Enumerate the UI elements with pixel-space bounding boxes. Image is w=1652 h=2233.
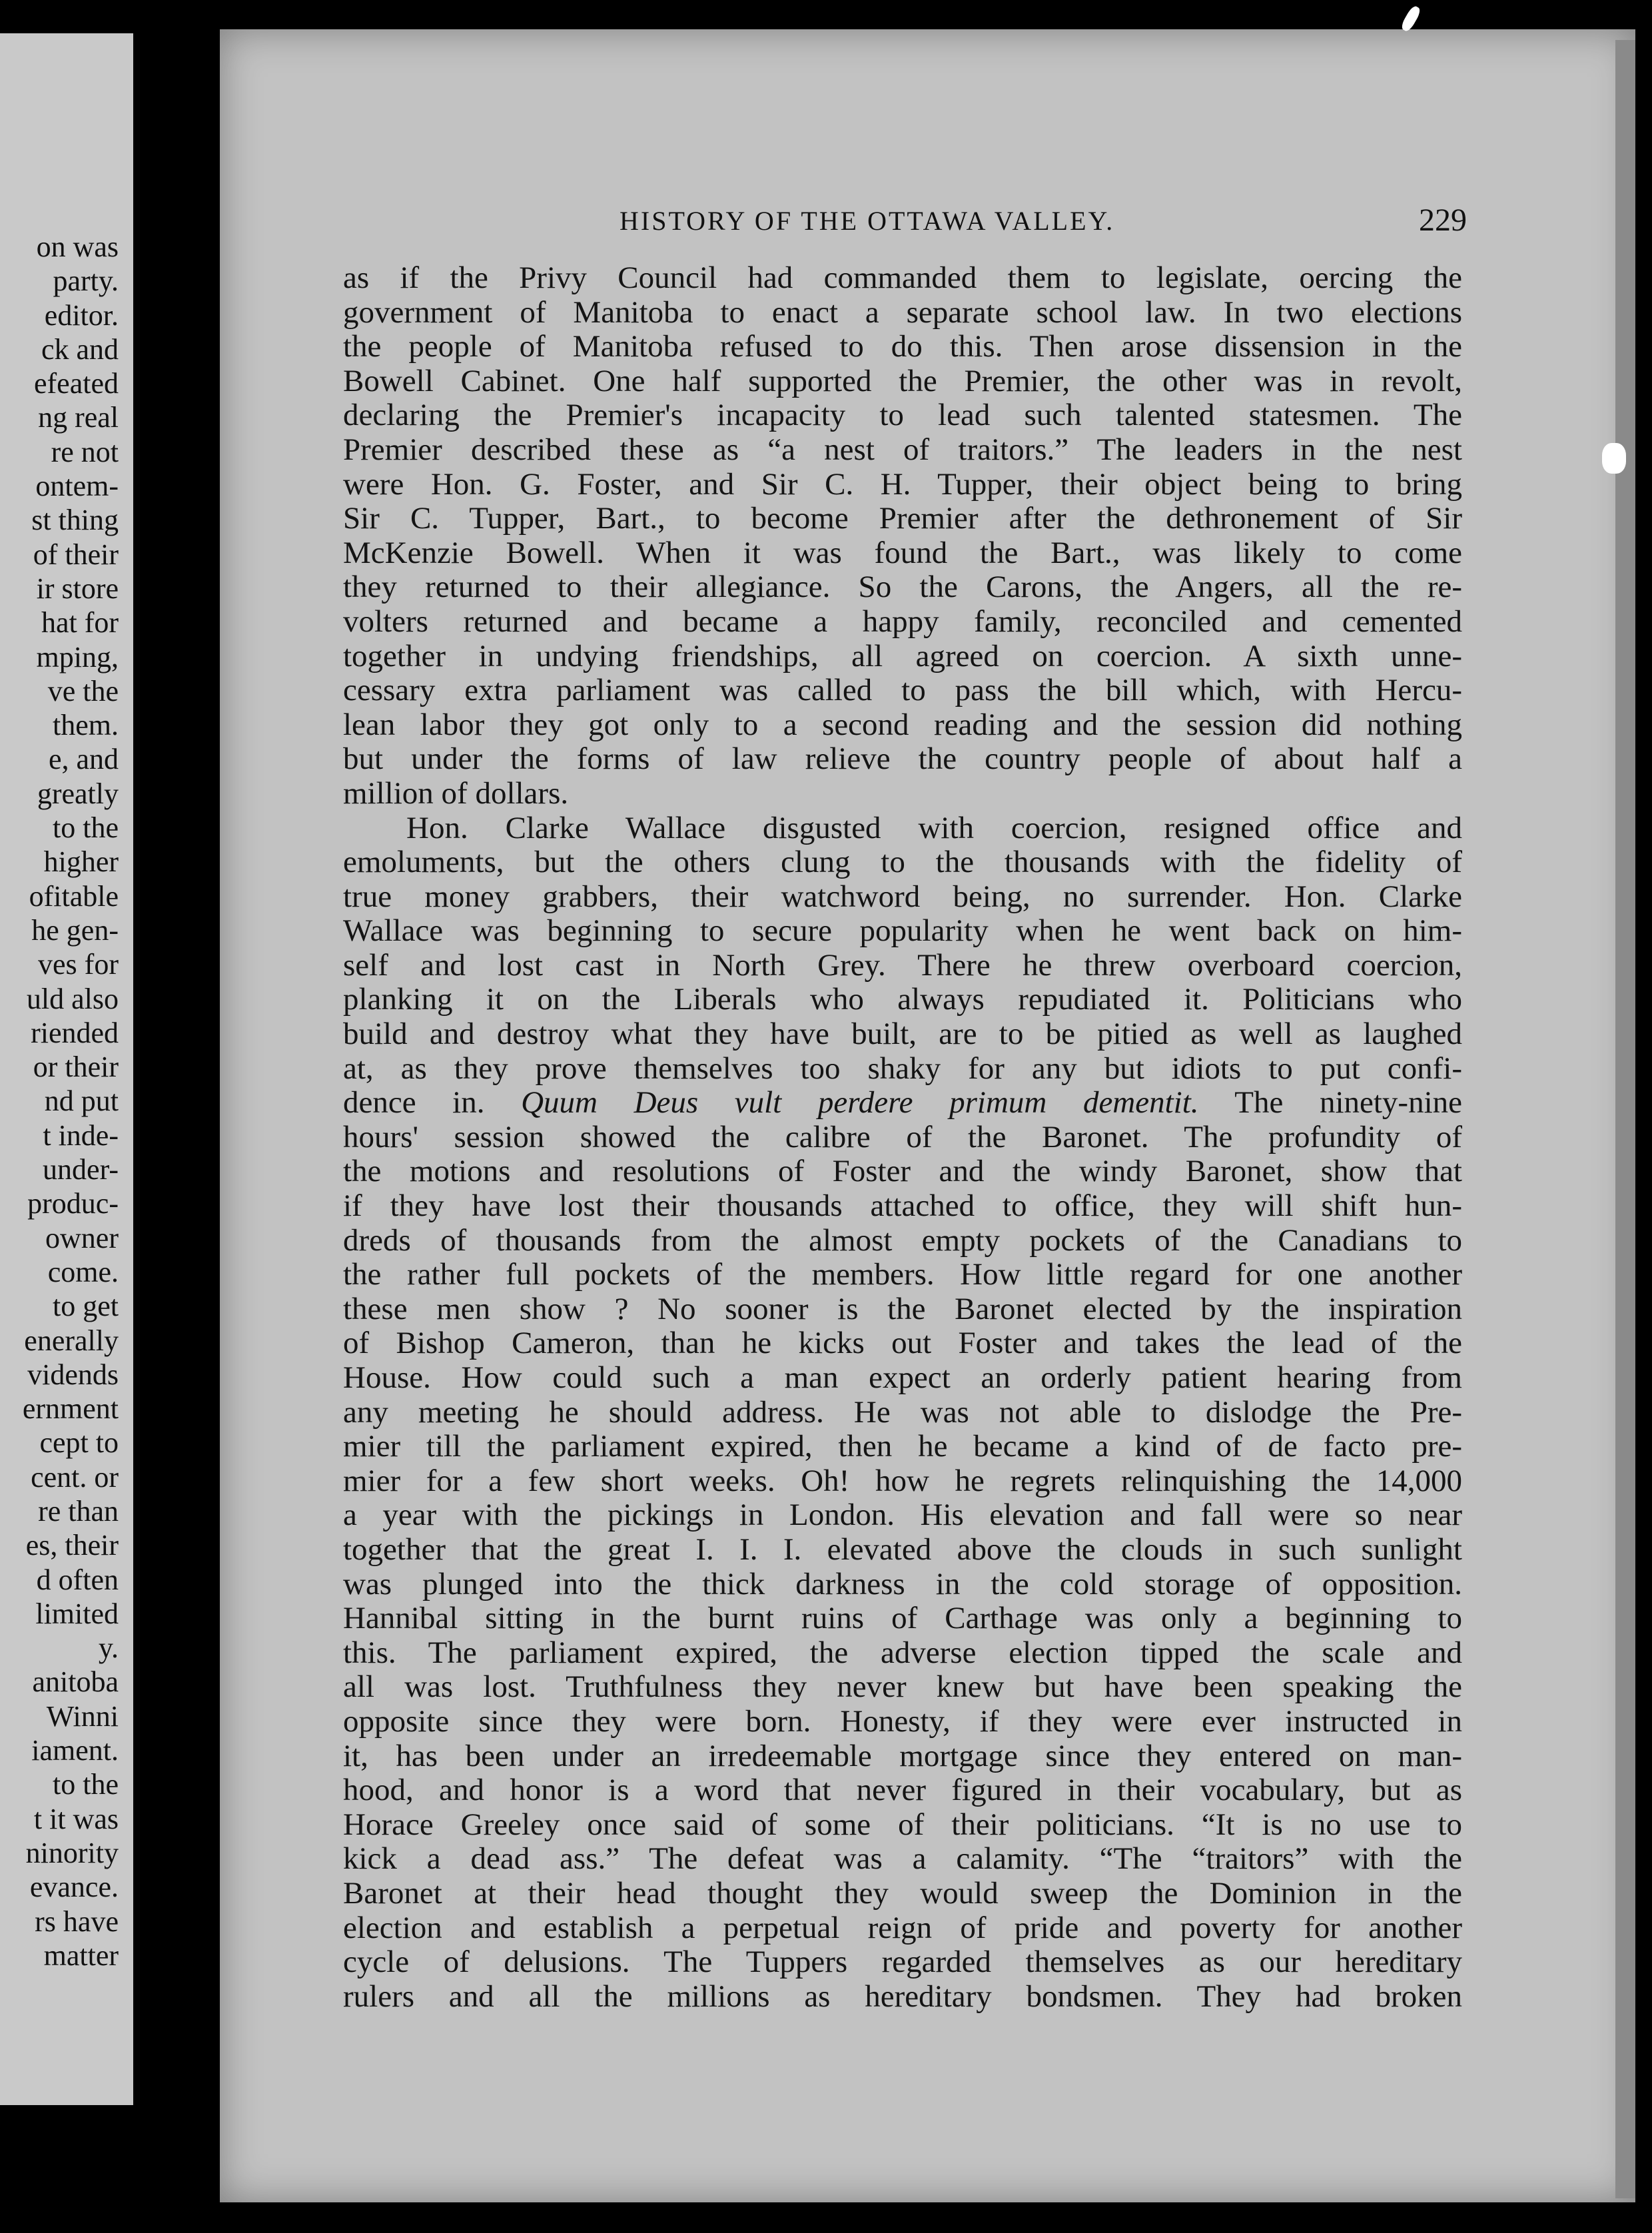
previous-page-line: produc- <box>27 1187 119 1220</box>
text-line: planking it on the Liberals who always repudiated it. Politicians who <box>343 982 1462 1017</box>
previous-page-line: d often <box>36 1563 119 1596</box>
line-text-before: dence in. <box>343 1085 522 1120</box>
previous-page-line: anitoba <box>32 1665 119 1699</box>
text-line: the motions and resolutions of Foster and the windy Baronet, show that <box>343 1154 1462 1189</box>
text-line: declaring the Premier's incapacity to lead such talented statesmen. The <box>343 398 1462 433</box>
text-line: but under the forms of law relieve the country people of about half a <box>343 741 1462 777</box>
previous-page-line: re than <box>38 1494 119 1528</box>
previous-page-line: rs have <box>35 1905 119 1938</box>
previous-page-line: vidends <box>27 1358 119 1391</box>
previous-page-line: re not <box>51 435 119 468</box>
text-line: a year with the pickings in London. His elevation and fall were so near <box>343 1498 1462 1533</box>
previous-page-fragment <box>0 33 133 2105</box>
previous-page-line: ofitable <box>29 879 119 913</box>
text-line: Premier described these as “a nest of traitors.” The leaders in the nest <box>343 432 1462 467</box>
text-line: any meeting he should address. He was not able to dislodge the Pre- <box>343 1394 1462 1430</box>
paragraph-2 <box>343 811 1462 2014</box>
previous-page-line: ve the <box>47 674 119 707</box>
text-line: rulers and all the millions as hereditary bondsmen. They had broken <box>343 1979 1462 2014</box>
text-line: Bowell Cabinet. One half supported the Premier, the other was in revolt, <box>343 363 1462 398</box>
text-line: mier for a few short weeks. Oh! how he regrets relinquishing the 14,000 <box>343 1463 1462 1498</box>
text-line: kick a dead ass.” The defeat was a calamity. “The “traitors” with the <box>343 1841 1462 1877</box>
previous-page-line: ck and <box>41 332 119 366</box>
text-line-latin-quote <box>343 1086 1462 1120</box>
previous-page-line: ng real <box>38 401 119 434</box>
body-text <box>343 261 1462 2014</box>
previous-page-line: to the <box>53 1768 119 1801</box>
previous-page-line: come. <box>47 1255 119 1288</box>
text-line: opposite since they were born. Honesty, if they were ever instructed in <box>343 1703 1462 1739</box>
text-line: the people of Manitoba refused to do this. Then arose dissension in the <box>343 329 1462 364</box>
previous-page-line: editor. <box>44 298 119 332</box>
previous-page-line: ontem- <box>35 470 119 503</box>
previous-page-line: uld also <box>26 982 119 1015</box>
previous-page-line: matter <box>43 1939 119 1972</box>
text-line: dreds of thousands from the almost empty pockets of the Canadians to <box>343 1222 1462 1258</box>
text-line: Hon. Clarke Wallace disgusted with coercion, resigned office and <box>406 810 1462 845</box>
text-line: were Hon. G. Foster, and Sir C. H. Tupper, their object being to bring <box>343 466 1462 502</box>
previous-page-line: es, their <box>25 1529 119 1562</box>
previous-page-line: y. <box>98 1631 119 1665</box>
previous-page-line: limited <box>35 1597 119 1630</box>
text-line: cessary extra parliament was called to pass the bill which, with Hercu- <box>343 673 1462 708</box>
previous-page-line: t inde- <box>43 1118 119 1152</box>
text-line: together that the great I. I. I. elevated above the clouds in such sunlight <box>343 1532 1462 1567</box>
previous-page-line: e, and <box>48 743 119 776</box>
latin-quotation: Quum Deus vult perdere primum dementit. <box>521 1085 1199 1120</box>
text-line: cycle of delusions. The Tuppers regarded themselves as our hereditary <box>343 1945 1462 1980</box>
page-blemish <box>1400 5 1422 33</box>
text-line: Sir C. Tupper, Bart., to become Premier after the dethronement of Sir <box>343 501 1462 536</box>
text-line: election and establish a perpetual reign of pride and poverty for another <box>343 1910 1462 1945</box>
text-line: if they have lost their thousands attached to office, they will shift hun- <box>343 1188 1462 1224</box>
text-line: this. The parliament expired, the adverse election tipped the scale and <box>343 1635 1462 1670</box>
text-line: hood, and honor is a word that never figured in their vocabulary, but as <box>343 1773 1462 1808</box>
text-line: volters returned and became a happy family, reconciled and cemented <box>343 604 1462 639</box>
previous-page-line: t it was <box>33 1802 119 1835</box>
text-line: Hannibal sitting in the burnt ruins of Carthage was only a beginning to <box>343 1601 1462 1636</box>
previous-page-line: ir store <box>36 572 119 605</box>
previous-page-line: he gen- <box>31 913 119 947</box>
running-head: HISTORY OF THE OTTAWA VALLEY. <box>620 206 1115 236</box>
page-number: 229 <box>1419 203 1467 238</box>
text-line: was plunged into the thick darkness in the cold storage of opposition. <box>343 1566 1462 1601</box>
previous-page-line: to the <box>53 811 119 845</box>
previous-page-line: st thing <box>31 504 119 537</box>
previous-page-line: under- <box>43 1153 119 1186</box>
previous-page-line: ernment <box>22 1392 119 1426</box>
line-text-after: The ninety-nine <box>1234 1085 1462 1120</box>
previous-page-line: ninority <box>25 1836 119 1869</box>
previous-page-line: cent. or <box>31 1460 119 1494</box>
previous-page-line: higher <box>43 845 119 879</box>
previous-page-line: ves for <box>38 948 119 981</box>
text-line: million of dollars. <box>343 775 569 811</box>
previous-page-line: them. <box>53 709 119 742</box>
text-line: at, as they prove themselves too shaky for any but idiots to put confi- <box>343 1051 1462 1086</box>
previous-page-line: party. <box>53 264 119 298</box>
text-line: McKenzie Bowell. When it was found the Bart., was likely to come <box>343 535 1462 570</box>
text-line: House. How could such a man expect an orderly patient hearing from <box>343 1360 1462 1395</box>
text-line: Baronet at their head thought they would sweep the Dominion in the <box>343 1875 1462 1911</box>
text-line: as if the Privy Council had commanded them to legislate, oercing the <box>343 260 1462 295</box>
previous-page-text <box>23 230 119 1973</box>
previous-page-line: hat for <box>41 606 119 640</box>
text-line: government of Manitoba to enact a separate school law. In two elections <box>343 294 1462 330</box>
previous-page-line: greatly <box>37 777 119 810</box>
text-line: Wallace was beginning to secure popularity when he went back on him- <box>343 913 1462 949</box>
paragraph-1 <box>343 261 1462 811</box>
previous-page-line: Winni <box>46 1699 119 1733</box>
book-gutter <box>133 0 220 2233</box>
previous-page-line: nd put <box>44 1085 119 1118</box>
text-line: mier till the parliament expired, then he became a kind of de facto pre- <box>343 1429 1462 1464</box>
text-line: it, has been under an irredeemable mortgage since they entered on man- <box>343 1738 1462 1773</box>
text-line: together in undying friendships, all agreed on coercion. A sixth unne- <box>343 638 1462 673</box>
page-edge <box>1615 40 1635 2198</box>
previous-page-line: or their <box>33 1051 119 1084</box>
text-line: the rather full pockets of the members. How little regard for one another <box>343 1257 1462 1292</box>
previous-page-line: of their <box>33 538 119 571</box>
text-line: hours' session showed the calibre of the Baronet. The profundity of <box>343 1119 1462 1154</box>
text-line: these men show ? No sooner is the Baronet elected by the inspiration <box>343 1291 1462 1326</box>
previous-page-line: efeated <box>34 367 119 400</box>
text-line: of Bishop Cameron, than he kicks out Foster and takes the lead of the <box>343 1326 1462 1361</box>
text-line: true money grabbers, their watchword being, no surrender. Hon. Clarke <box>343 879 1462 914</box>
previous-page-line: enerally <box>24 1324 119 1357</box>
previous-page-line: riended <box>31 1016 119 1049</box>
text-line: lean labor they got only to a second reading and the session did nothing <box>343 707 1462 742</box>
text-line: emoluments, but the others clung to the thousands with the fidelity of <box>343 845 1462 880</box>
text-line: build and destroy what they have built, are to be pitied as well as laughed <box>343 1017 1462 1052</box>
previous-page-line: cept to <box>39 1426 119 1460</box>
text-line: self and lost cast in North Grey. There he threw overboard coercion, <box>343 947 1462 983</box>
previous-page-line: to get <box>53 1290 119 1323</box>
previous-page-line: on was <box>36 230 119 263</box>
text-line: Horace Greeley once said of some of their politicians. “It is no use to <box>343 1807 1462 1842</box>
previous-page-line: owner <box>45 1221 119 1254</box>
page-blemish <box>1602 443 1626 474</box>
text-line: they returned to their allegiance. So the Carons, the Angers, all the re- <box>343 570 1462 605</box>
text-line: all was lost. Truthfulness they never knew but have been speaking the <box>343 1669 1462 1705</box>
previous-page-line: iament. <box>31 1734 119 1767</box>
previous-page-line: mping, <box>36 640 119 673</box>
previous-page-line: evance. <box>29 1871 119 1904</box>
